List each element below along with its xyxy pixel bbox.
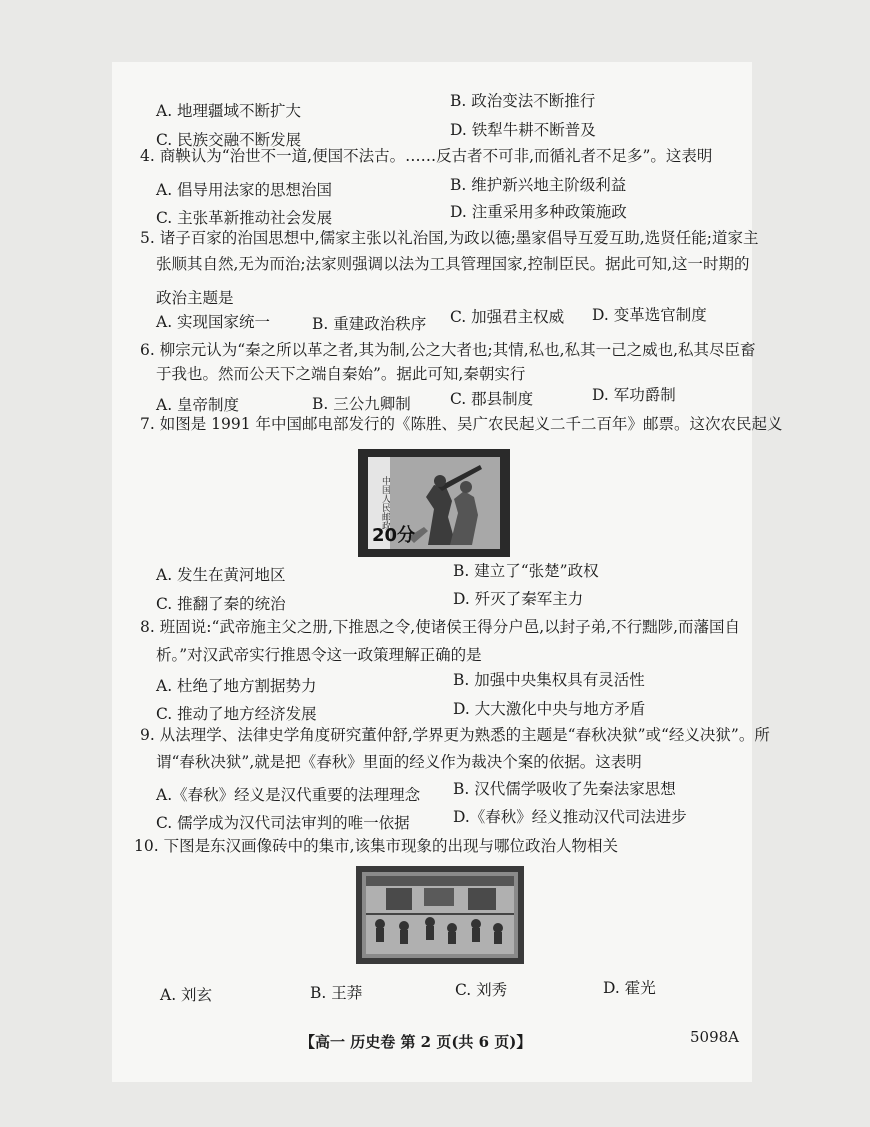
q7-option-a: A. 发生在黄河地区 [156,566,286,584]
q6-option-a: A. 皇帝制度 [156,396,240,414]
q3-option-d: D. 铁犁牛耕不断普及 [450,121,596,139]
q8-stem-line2: 析。”对汉武帝实行推恩令这一政策理解正确的是 [156,646,482,664]
q4-option-c: C. 主张革新推动社会发展 [156,209,333,227]
q10-option-a: A. 刘玄 [160,986,213,1004]
page-footer-label: 【高一 历史卷 第 2 页(共 6 页)】 [300,1033,532,1051]
q10-option-c: C. 刘秀 [455,981,508,999]
q5-option-b: B. 重建政治秩序 [312,315,427,333]
q3-option-a: A. 地理疆域不断扩大 [156,102,302,120]
stamp-denomination: 20分 [372,525,416,546]
q10-stem: 10. 下图是东汉画像砖中的集市,该集市现象的出现与哪位政治人物相关 [134,837,619,855]
q6-option-b: B. 三公九卿制 [312,395,411,413]
q8-option-d: D. 大大激化中央与地方矛盾 [453,700,646,718]
han-market-brick-image [356,866,524,964]
q6-stem-line2: 于我也。然而公天下之端自秦始”。据此可知,秦朝实行 [156,365,526,383]
q4-option-b: B. 维护新兴地主阶级利益 [450,176,627,194]
q4-option-d: D. 注重采用多种政策施政 [450,203,627,221]
q8-option-c: C. 推动了地方经济发展 [156,705,317,723]
q5-option-c: C. 加强君主权威 [450,308,565,326]
stamp-country-label: 中国人民邮政 [368,457,390,549]
paper-code: 5098A [690,1028,740,1046]
q7-option-b: B. 建立了“张楚”政权 [453,562,599,580]
q9-stem-line2: 谓“春秋决狱”,就是把《春秋》里面的经义作为裁决个案的依据。这表明 [156,753,642,771]
q9-option-b: B. 汉代儒学吸收了先秦法家思想 [453,780,676,798]
q9-option-a: A.《春秋》经义是汉代重要的法理理念 [156,786,421,804]
q5-stem-line2: 张顺其自然,无为而治;法家则强调以法为工具管理国家,控制臣民。据此可知,这一时期的 [156,255,750,273]
brick-relief-artwork [356,866,524,964]
q8-option-b: B. 加强中央集权具有灵活性 [453,671,645,689]
commemorative-stamp-image [358,449,510,557]
q6-option-c: C. 郡县制度 [450,390,534,408]
q6-stem-line1: 6. 柳宗元认为“秦之所以革之者,其为制,公之大者也;其情,私也,私其一己之威也,私其尽臣畜 [140,341,756,359]
q10-option-b: B. 王莽 [310,984,363,1002]
q5-option-d: D. 变革选官制度 [592,306,707,324]
q7-stem: 7. 如图是 1991 年中国邮电部发行的《陈胜、吴广农民起义二千二百年》邮票。这次农民起义 [140,415,783,433]
q8-option-a: A. 杜绝了地方割据势力 [156,677,317,695]
q9-option-c: C. 儒学成为汉代司法审判的唯一依据 [156,814,410,832]
q5-option-a: A. 实现国家统一 [156,313,271,331]
q4-option-a: A. 倡导用法家的思想治国 [156,181,333,199]
q5-stem-line1: 5. 诸子百家的治国思想中,儒家主张以礼治国,为政以德;墨家倡导互爱互助,选贤任能;道家主 [140,229,759,247]
q9-stem-line1: 9. 从法理学、法律史学角度研究董仲舒,学界更为熟悉的主题是“春秋决狱”或“经义决狱”。所 [140,726,770,744]
q3-option-b: B. 政治变法不断推行 [450,92,596,110]
q7-option-d: D. 歼灭了秦军主力 [453,590,584,608]
q4-stem: 4. 商鞅认为“治世不一道,便国不法古。……反古者不可非,而循礼者不足多”。这表明 [140,147,713,165]
q7-option-c: C. 推翻了秦的统治 [156,595,286,613]
q5-stem-line3: 政治主题是 [156,289,234,307]
q8-stem-line1: 8. 班固说:“武帝施主父之册,下推恩之令,使诸侯王得分户邑,以封子弟,不行黜陟,而藩国自 [140,618,740,636]
q3-option-c: C. 民族交融不断发展 [156,131,302,149]
q10-option-d: D. 霍光 [603,979,656,997]
q9-option-d: D.《春秋》经义推动汉代司法进步 [453,808,687,826]
q6-option-d: D. 军功爵制 [592,386,676,404]
